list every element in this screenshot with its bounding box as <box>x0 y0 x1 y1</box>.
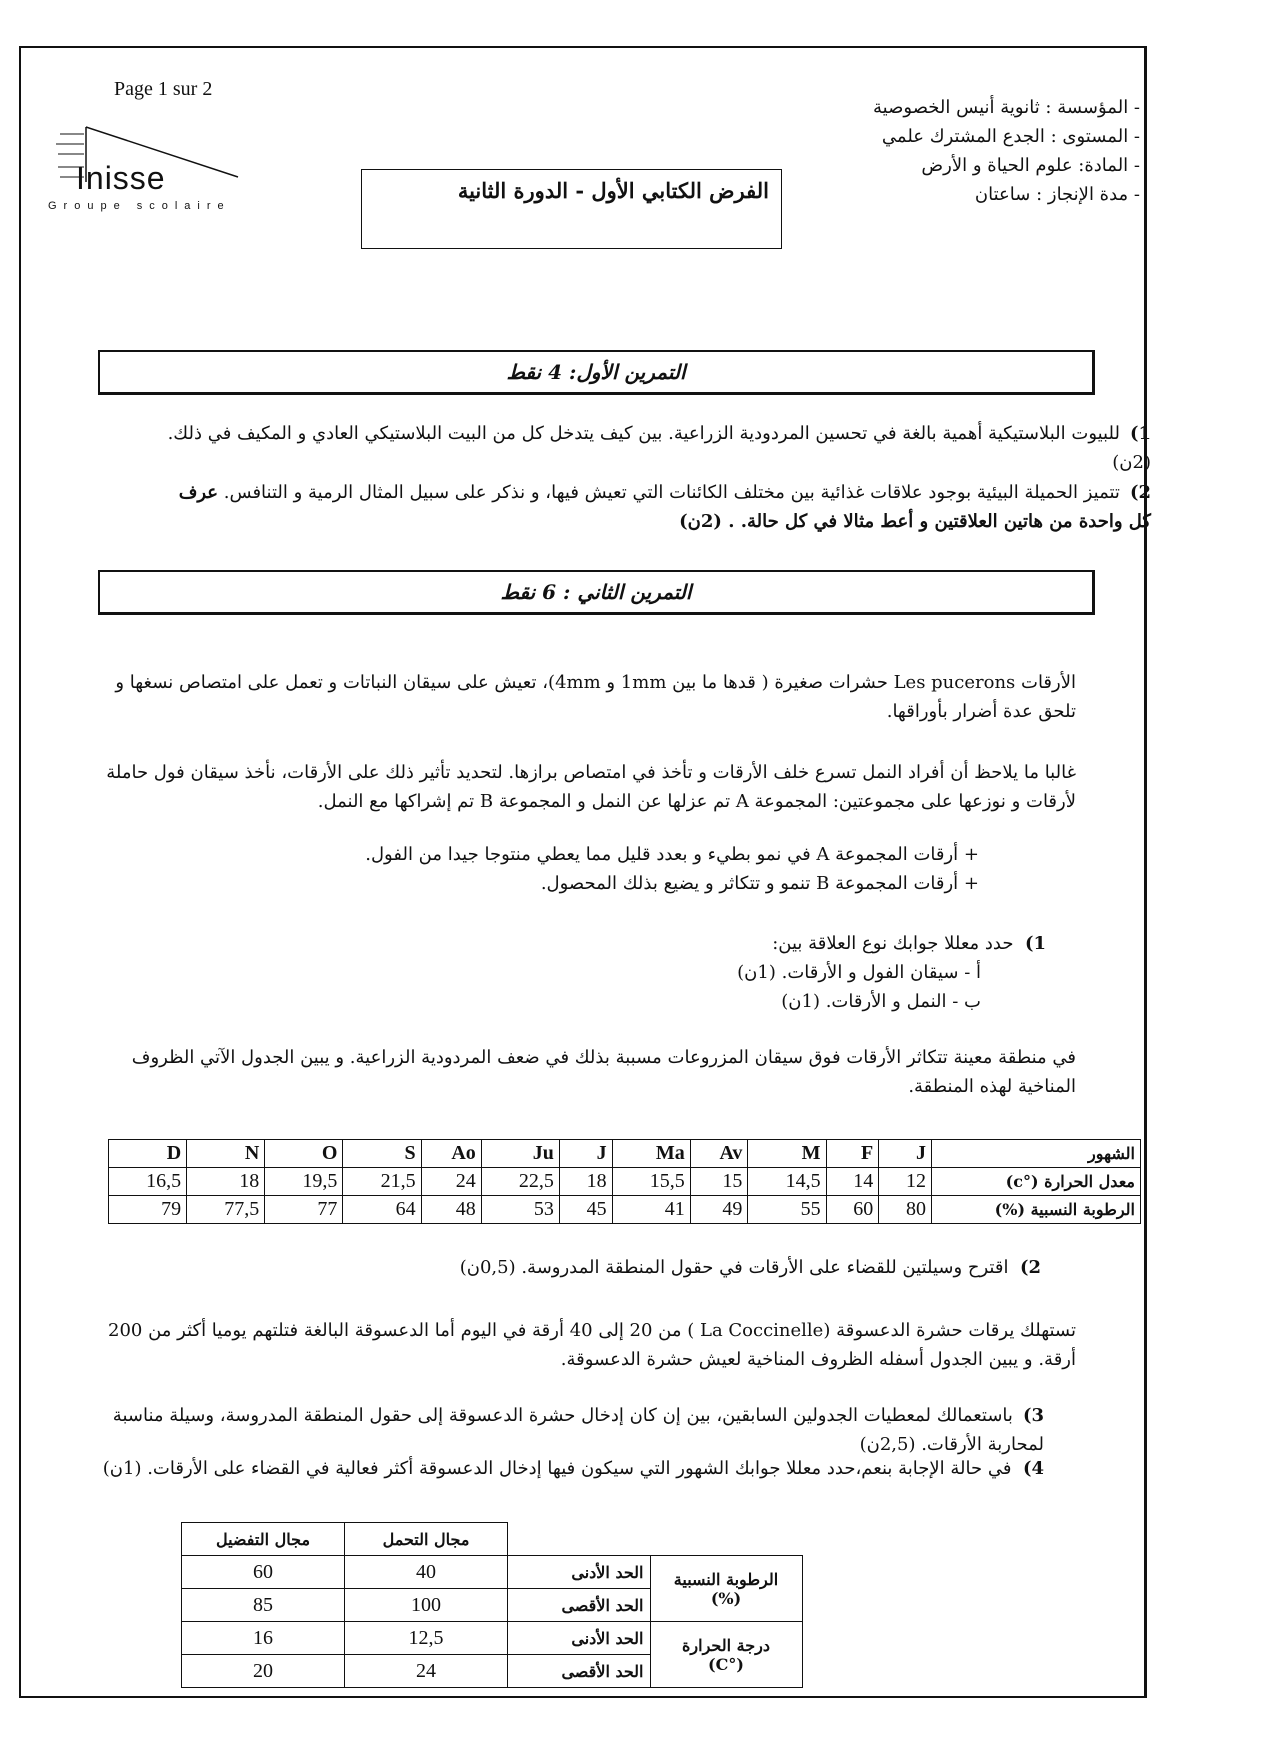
month-cell: Ao <box>421 1140 481 1168</box>
climate-table <box>108 1139 1141 1224</box>
question-1-part-b: ب - النمل و الأرقات. (1ن) <box>781 991 981 1012</box>
month-cell: D <box>109 1140 187 1168</box>
row-label-humidity: الرطوبة النسبية (%) <box>932 1196 1141 1224</box>
humidity-cell: 80 <box>879 1196 932 1224</box>
temperature-cell: 21,5 <box>343 1168 421 1196</box>
exam-title: الفرض الكتابي الأول - الدورة الثانية <box>457 178 769 203</box>
exam-title-box <box>361 169 782 249</box>
table-row <box>109 1196 1141 1224</box>
temperature-label <box>650 1622 802 1688</box>
info-duration: - مدة الإنجاز : ساعتان <box>974 184 1140 205</box>
max-limit-label: الحد الأقصى <box>508 1655 651 1688</box>
month-cell: J <box>879 1140 932 1168</box>
question-text: اقترح وسيلتين للقضاء على الأرقات في حقول المنطقة المدروسة. (0,5ن) <box>459 1257 1009 1278</box>
month-cell: M <box>748 1140 826 1168</box>
question-instruction: عرف كل واحدة من هاتين العلاقتين و أعط مثالا في كل حالة. . (2ن) <box>178 482 1151 532</box>
exercise-2-title: التمرين الثاني : 6 نقط <box>98 570 1095 615</box>
month-cell: Ju <box>481 1140 559 1168</box>
temperature-cell: 18 <box>559 1168 612 1196</box>
exercise-1-question-2 <box>151 478 1151 536</box>
question-number: 2) <box>1019 1257 1041 1278</box>
result-group-a: + أرقات المجموعة A في نمو بطيء و بعدد قليل مما يعطي منتوجا جيدا من الفول. <box>365 844 979 865</box>
exercise-2-question-1 <box>772 933 1046 954</box>
temperature-min-preference: 16 <box>182 1622 345 1655</box>
temperature-cell: 15 <box>690 1168 748 1196</box>
month-cell: N <box>187 1140 265 1168</box>
humidity-min-tolerance: 40 <box>345 1556 508 1589</box>
table-row <box>182 1523 803 1556</box>
logo-subtitle: Groupe scolaire <box>48 200 231 212</box>
temperature-label-text: درجة الحرارة <box>682 1635 770 1655</box>
row-label-months: الشهور <box>932 1140 1141 1168</box>
question-text: للبيوت البلاستيكية أهمية بالغة في تحسين المردودية الزراعية. بين كيف يتدخل كل من البيت البلاستيكي العادي و المكيف في ذلك. (2ن) <box>167 423 1151 473</box>
aphids-intro: الأرقات Les pucerons حشرات صغيرة ( قدها ما بين 1mm و 4mm)، تعيش على سيقان النباتات و تعمل على امتصاص نسغها و تلحق عدة أضرار بأوراقها. <box>115 672 1076 722</box>
month-cell: F <box>826 1140 879 1168</box>
month-cell: J <box>559 1140 612 1168</box>
humidity-cell: 48 <box>421 1196 481 1224</box>
temperature-cell: 12 <box>879 1168 932 1196</box>
result-group-b: + أرقات المجموعة B تنمو و تتكاثر و يضيع بذلك المحصول. <box>540 873 979 894</box>
question-number: 2) <box>1129 482 1151 503</box>
humidity-cell: 77 <box>265 1196 343 1224</box>
row-label-temperature: معدل الحرارة (°c) <box>932 1168 1141 1196</box>
exercise-1-title: التمرين الأول: 4 نقط <box>98 350 1095 395</box>
column-header-preference: مجال التفضيل <box>182 1523 345 1556</box>
temperature-cell: 18 <box>187 1168 265 1196</box>
question-number: 1) <box>1129 423 1151 444</box>
humidity-cell: 60 <box>826 1196 879 1224</box>
humidity-cell: 53 <box>481 1196 559 1224</box>
temperature-min-tolerance: 12,5 <box>345 1622 508 1655</box>
info-institution: - المؤسسة : ثانوية أنيس الخصوصية <box>873 97 1140 118</box>
question-number: 3) <box>1022 1405 1044 1426</box>
temperature-unit: (°C) <box>708 1654 744 1674</box>
humidity-max-tolerance: 100 <box>345 1589 508 1622</box>
exercise-2-question-3 <box>84 1401 1044 1459</box>
temperature-cell: 22,5 <box>481 1168 559 1196</box>
humidity-cell: 55 <box>748 1196 826 1224</box>
question-number: 4) <box>1022 1458 1044 1479</box>
humidity-label <box>650 1556 802 1622</box>
temperature-cell: 15,5 <box>612 1168 690 1196</box>
humidity-unit: (%) <box>710 1588 742 1608</box>
logo-name: Inisse <box>76 160 166 196</box>
question-1-part-a: أ - سيقان الفول و الأرقات. (1ن) <box>737 962 981 983</box>
temperature-max-preference: 20 <box>182 1655 345 1688</box>
exercise-2-question-2 <box>460 1257 1041 1278</box>
humidity-cell: 79 <box>109 1196 187 1224</box>
question-text: باستعمالك لمعطيات الجدولين السابقين، بين إن كان إدخال حشرة الدعسوقة إلى حقول المنطقة المدروسة، وسيلة مناسبة لمحاربة الأرقات. (2,5ن) <box>112 1405 1044 1455</box>
temperature-max-tolerance: 24 <box>345 1655 508 1688</box>
page-number: Page 1 sur 2 <box>114 78 213 100</box>
exercise-1-question-1 <box>151 419 1151 477</box>
column-header-tolerance: مجال التحمل <box>345 1523 508 1556</box>
month-cell: S <box>343 1140 421 1168</box>
min-limit-label: الحد الأدنى <box>508 1622 651 1655</box>
ladybug-conditions-table <box>181 1522 803 1688</box>
school-info <box>873 93 1140 209</box>
exercise-2-question-4 <box>103 1458 1044 1479</box>
question-text: تتميز الحميلة البيئية بوجود علاقات غذائية بين مختلف الكائنات التي تعيش فيها، و نذكر على سبيل المثال الرمية و التنافس. <box>223 482 1120 503</box>
question-text: حدد معللا جوابك نوع العلاقة بين: <box>772 933 1014 954</box>
info-subject: - المادة: علوم الحياة و الأرض <box>921 155 1140 176</box>
humidity-cell: 49 <box>690 1196 748 1224</box>
humidity-label-text: الرطوبة النسبية <box>673 1569 779 1589</box>
table-row <box>109 1168 1141 1196</box>
humidity-max-preference: 85 <box>182 1589 345 1622</box>
table-row <box>182 1622 803 1655</box>
ants-experiment: غالبا ما يلاحظ أن أفراد النمل تسرع خلف الأرقات و تأخذ في امتصاص برازها. لتحديد تأثير ذلك على الأرقات، نأخذ سيقان فول حاملة لأرقات و نوزعها على مجموعتين: المجموعة A تم عزلها عن النمل و المجموعة B تم إشراكها مع النمل. <box>106 762 1076 812</box>
month-cell: O <box>265 1140 343 1168</box>
question-number: 1) <box>1024 933 1046 954</box>
temperature-cell: 19,5 <box>265 1168 343 1196</box>
ladybug-description: تستهلك يرقات حشرة الدعسوقة (La Coccinelle ) من 20 إلى 40 أرقة في اليوم أما الدعسوقة البالغة فتلتهم يوميا أكثر من 200 أرقة. و يبين الجدول أسفله الظروف المناخية لعيش حشرة الدعسوقة. <box>108 1320 1076 1370</box>
min-limit-label: الحد الأدنى <box>508 1556 651 1589</box>
humidity-min-preference: 60 <box>182 1556 345 1589</box>
region-description: في منطقة معينة تتكاثر الأرقات فوق سيقان المزروعات مسببة بذلك في ضعف المردودية الزراعية. و يبين الجدول الآتي الظروف المناخية لهذه المنطقة. <box>131 1047 1076 1097</box>
question-text: في حالة الإجابة بنعم،حدد معللا جوابك الشهور التي سيكون فيها إدخال الدعسوقة أكثر فعالية في القضاء على الأرقات. (1ن) <box>102 1458 1012 1479</box>
humidity-cell: 45 <box>559 1196 612 1224</box>
school-logo <box>48 122 248 217</box>
table-row <box>109 1140 1141 1168</box>
temperature-cell: 24 <box>421 1168 481 1196</box>
humidity-cell: 64 <box>343 1196 421 1224</box>
temperature-cell: 14,5 <box>748 1168 826 1196</box>
temperature-cell: 14 <box>826 1168 879 1196</box>
humidity-cell: 77,5 <box>187 1196 265 1224</box>
max-limit-label: الحد الأقصى <box>508 1589 651 1622</box>
temperature-cell: 16,5 <box>109 1168 187 1196</box>
month-cell: Ma <box>612 1140 690 1168</box>
info-level: - المستوى : الجدع المشترك علمي <box>881 126 1140 147</box>
humidity-cell: 41 <box>612 1196 690 1224</box>
table-row <box>182 1556 803 1589</box>
month-cell: Av <box>690 1140 748 1168</box>
